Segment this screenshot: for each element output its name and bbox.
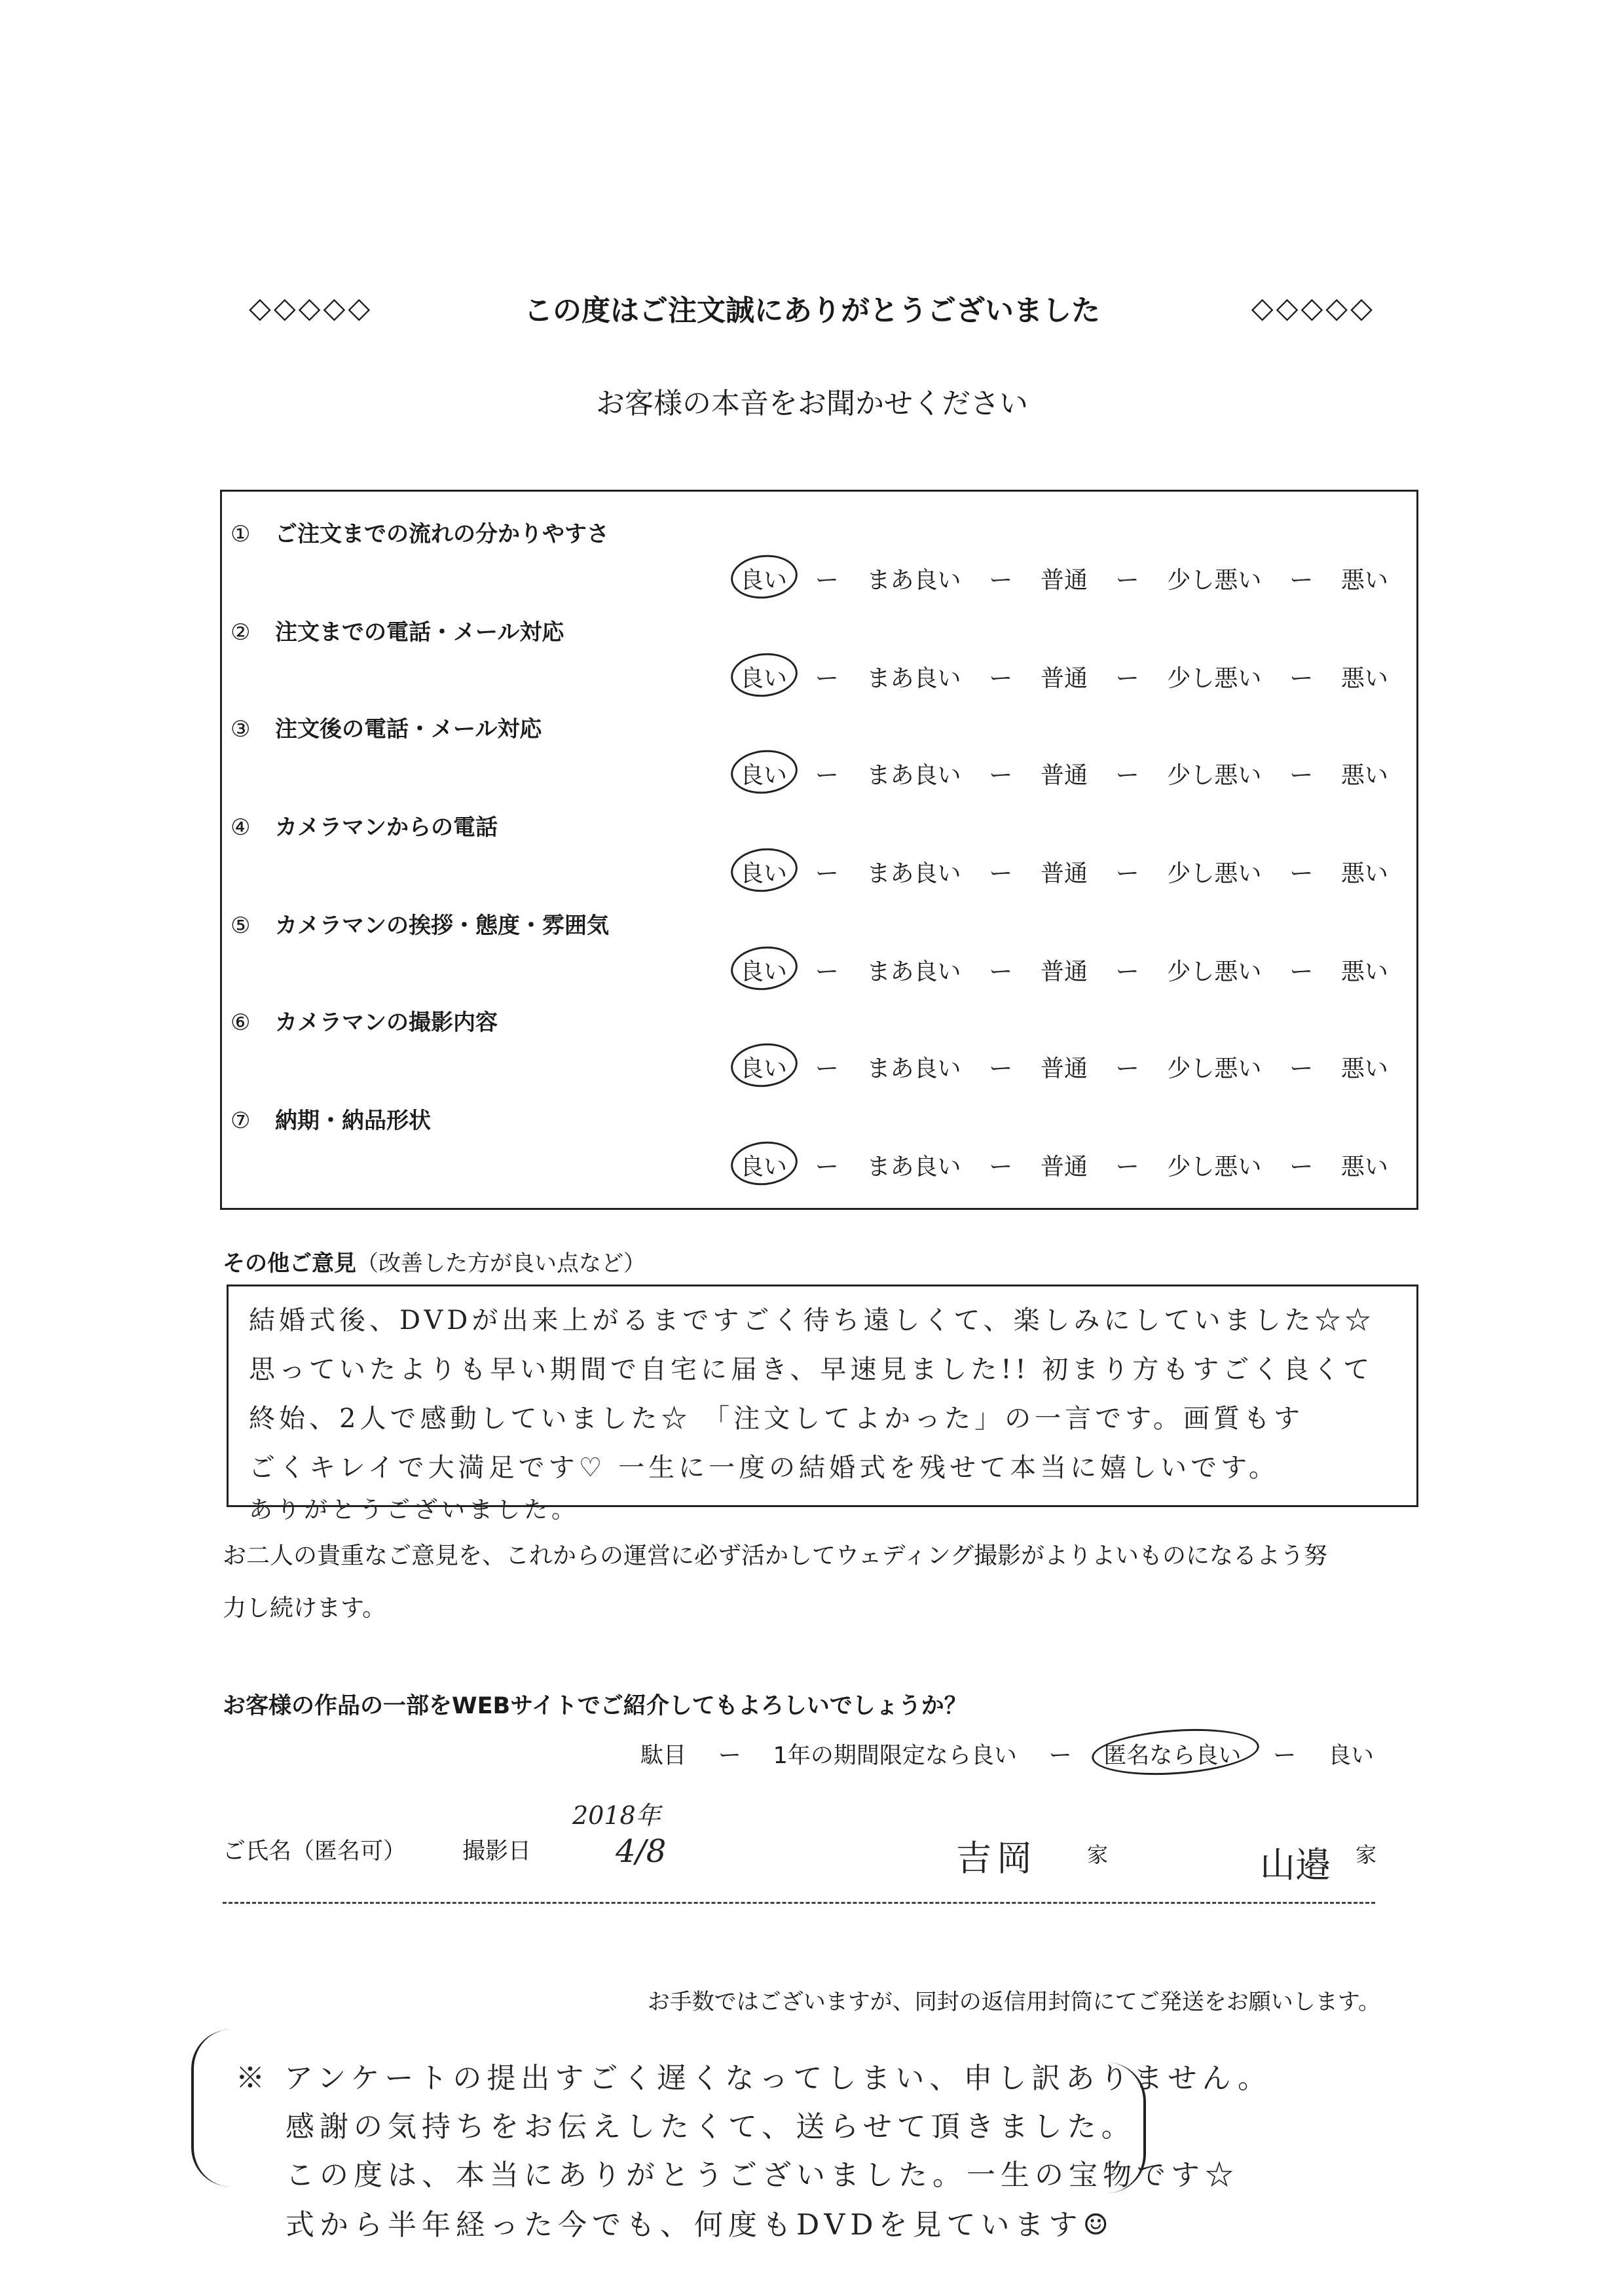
question-label xyxy=(231,1004,498,1036)
rating-option[interactable]: 少し悪い xyxy=(1167,860,1262,887)
diamonds-left: ◇◇◇◇◇ xyxy=(249,291,373,325)
dashed-divider xyxy=(223,1902,1375,1904)
rating-option[interactable]: 悪い xyxy=(1340,665,1388,692)
question-text: カメラマンの挨拶・態度・雰囲気 xyxy=(275,913,609,939)
separator: ー xyxy=(815,860,839,887)
separator: ー xyxy=(815,958,839,985)
rating-option[interactable]: 少し悪い xyxy=(1167,958,1262,985)
rating-option[interactable]: 普通 xyxy=(1040,1055,1088,1082)
date-label: 撮影日 xyxy=(462,1838,532,1865)
question-number: ⑦ xyxy=(231,1108,251,1134)
rating-scale xyxy=(740,855,1388,888)
separator: ー xyxy=(989,1154,1013,1180)
separator: ー xyxy=(815,567,839,594)
separator: ー xyxy=(1289,665,1314,692)
family-name-2: 山邉 xyxy=(1260,1844,1331,1886)
rating-option-selected[interactable]: 良い xyxy=(740,953,787,987)
question-text: 注文までの電話・メール対応 xyxy=(275,619,564,646)
question-label xyxy=(231,1102,431,1135)
rating-option-selected[interactable]: 良い xyxy=(740,562,787,595)
separator: ー xyxy=(1289,860,1314,887)
separator: ー xyxy=(815,762,839,789)
rating-option[interactable]: 悪い xyxy=(1340,860,1388,887)
page-subtitle: お客様の本音をお聞かせください xyxy=(596,387,1028,420)
rating-option[interactable]: 少し悪い xyxy=(1167,1154,1262,1180)
title-row xyxy=(249,282,1375,334)
rating-option-selected[interactable]: 良い xyxy=(740,1148,787,1182)
comment-line: ごくキレイで大満足です♡ 一生に一度の結婚式を残せて本当に嬉しいです。 xyxy=(249,1453,1279,1483)
rating-scale xyxy=(740,757,1388,790)
rating-option[interactable]: 普通 xyxy=(1040,567,1088,594)
separator: ー xyxy=(989,958,1013,985)
separator: ー xyxy=(1289,567,1314,594)
web-option-selected[interactable]: 匿名なら良い xyxy=(1103,1738,1241,1770)
rating-option[interactable]: まあ良い xyxy=(866,567,961,594)
family-suffix-2: 家 xyxy=(1356,1842,1377,1867)
separator: ー xyxy=(1289,958,1314,985)
question-box xyxy=(220,490,1418,1210)
question-text: 注文後の電話・メール対応 xyxy=(275,716,542,742)
rating-option[interactable]: まあ良い xyxy=(866,860,961,887)
bracket-left xyxy=(191,2030,240,2187)
separator: ー xyxy=(1115,762,1139,789)
rating-option[interactable]: 普通 xyxy=(1040,860,1088,887)
rating-scale xyxy=(740,660,1388,693)
rating-option-selected[interactable]: 良い xyxy=(740,757,787,790)
comment-line: 思っていたよりも早い期間で自宅に届き、早速見ました!! 初まり方もすごく良くて xyxy=(249,1355,1374,1385)
rating-option[interactable]: まあ良い xyxy=(866,665,961,692)
question-label xyxy=(231,809,498,841)
rating-option[interactable]: 普通 xyxy=(1040,1154,1088,1180)
question-label xyxy=(231,516,609,548)
separator: ー xyxy=(989,665,1013,692)
separator: ー xyxy=(1273,1743,1297,1769)
separator: ー xyxy=(1115,860,1139,887)
rating-option[interactable]: 悪い xyxy=(1340,958,1388,985)
separator: ー xyxy=(989,762,1013,789)
separator: ー xyxy=(1048,1743,1072,1769)
note-line: この度は、本当にありがとうございました。一生の宝物です☆ xyxy=(286,2159,1239,2192)
return-request: お手数ではございますが、同封の返信用封筒にてご発送をお願いします。 xyxy=(647,1989,1380,2015)
comment-line: 終始、2人で感動していました☆ 「注文してよかった」の一言です。画質もす xyxy=(249,1404,1304,1434)
rating-option[interactable]: 悪い xyxy=(1340,1055,1388,1082)
web-option[interactable]: 駄目 xyxy=(640,1743,687,1769)
note-line: 感謝の気持ちをお伝えしたくて、送らせて頂きました。 xyxy=(286,2110,1135,2143)
separator: ー xyxy=(718,1743,741,1769)
note-line: ※ アンケートの提出すごく遅くなってしまい、申し訳ありません。 xyxy=(236,2062,1272,2095)
rating-option[interactable]: まあ良い xyxy=(866,1055,961,1082)
comment-line: ありがとうございました。 xyxy=(249,1497,580,1523)
thanks-message-line: お二人の貴重なご意見を、これからの運営に必ず活かしてウェディング撮影がよりよいものになるよう努 xyxy=(223,1542,1327,1569)
separator: ー xyxy=(1115,567,1139,594)
shoot-date: 4/8 xyxy=(616,1833,667,1870)
rating-option[interactable]: 少し悪い xyxy=(1167,762,1262,789)
other-comments-heading xyxy=(223,1245,646,1277)
separator: ー xyxy=(989,567,1013,594)
separator: ー xyxy=(1289,762,1314,789)
web-permission-question: お客様の作品の一部をWEBサイトでご紹介してもよろしいでしょうか？ xyxy=(223,1693,967,1719)
separator: ー xyxy=(989,1055,1013,1082)
family-name-1: 吉岡 xyxy=(956,1838,1037,1879)
separator: ー xyxy=(815,665,839,692)
note-line: 式から半年経った今でも、何度もDVDを見ています☺ xyxy=(286,2208,1114,2242)
rating-option[interactable]: 少し悪い xyxy=(1167,567,1262,594)
rating-option[interactable]: まあ良い xyxy=(866,1154,961,1180)
separator: ー xyxy=(1115,1055,1139,1082)
question-label xyxy=(231,614,564,646)
question-label xyxy=(231,907,609,939)
question-number: ⑤ xyxy=(231,913,251,939)
thanks-message-line: 力し続けます。 xyxy=(223,1595,386,1622)
question-text: カメラマンからの電話 xyxy=(275,814,498,841)
separator: ー xyxy=(1289,1154,1314,1180)
rating-option[interactable]: 少し悪い xyxy=(1167,665,1262,692)
separator: ー xyxy=(815,1154,839,1180)
rating-option[interactable]: 普通 xyxy=(1040,762,1088,789)
web-permission-scale xyxy=(640,1738,1374,1770)
page-title: この度はご注文誠にありがとうございました xyxy=(524,294,1100,327)
separator: ー xyxy=(815,1055,839,1082)
web-option[interactable]: 良い xyxy=(1327,1743,1374,1769)
rating-option-selected[interactable]: 良い xyxy=(740,855,787,888)
question-label xyxy=(231,711,542,743)
rating-scale xyxy=(740,1050,1388,1084)
family-suffix-1: 家 xyxy=(1087,1842,1109,1867)
comment-line: 結婚式後、DVDが出来上がるまですごく待ち遠しくて、楽しみにしていました☆☆ xyxy=(249,1305,1375,1336)
diamonds-right: ◇◇◇◇◇ xyxy=(1251,291,1375,325)
question-number: ⑥ xyxy=(231,1010,251,1036)
question-text: 納期・納品形状 xyxy=(275,1108,431,1134)
rating-scale xyxy=(740,562,1388,595)
separator: ー xyxy=(989,860,1013,887)
name-label: ご氏名（匿名可） xyxy=(223,1838,407,1865)
rating-option[interactable]: 普通 xyxy=(1040,958,1088,985)
rating-option[interactable]: まあ良い xyxy=(866,762,961,789)
rating-option[interactable]: 悪い xyxy=(1340,762,1388,789)
question-text: カメラマンの撮影内容 xyxy=(275,1010,498,1036)
separator: ー xyxy=(1115,958,1139,985)
separator: ー xyxy=(1115,665,1139,692)
rating-option[interactable]: 悪い xyxy=(1340,1154,1388,1180)
separator: ー xyxy=(1289,1055,1314,1082)
rating-option-selected[interactable]: 良い xyxy=(740,660,787,693)
other-heading-label: その他ご意見 xyxy=(223,1250,356,1277)
question-number: ③ xyxy=(231,716,251,742)
question-number: ① xyxy=(231,521,251,547)
rating-option[interactable]: まあ良い xyxy=(866,958,961,985)
question-number: ② xyxy=(231,619,251,646)
separator: ー xyxy=(1115,1154,1139,1180)
rating-scale xyxy=(740,953,1388,987)
rating-option[interactable]: 少し悪い xyxy=(1167,1055,1262,1082)
web-option[interactable]: 1年の期間限定なら良い xyxy=(773,1743,1017,1769)
rating-option[interactable]: 悪い xyxy=(1340,567,1388,594)
question-number: ④ xyxy=(231,814,251,841)
question-text: ご注文までの流れの分かりやすさ xyxy=(275,521,609,547)
rating-scale xyxy=(740,1148,1388,1182)
shoot-year: 2018年 xyxy=(572,1801,661,1830)
rating-option-selected[interactable]: 良い xyxy=(740,1050,787,1084)
other-heading-note: （改善した方が良い点など） xyxy=(356,1250,646,1277)
rating-option[interactable]: 普通 xyxy=(1040,665,1088,692)
